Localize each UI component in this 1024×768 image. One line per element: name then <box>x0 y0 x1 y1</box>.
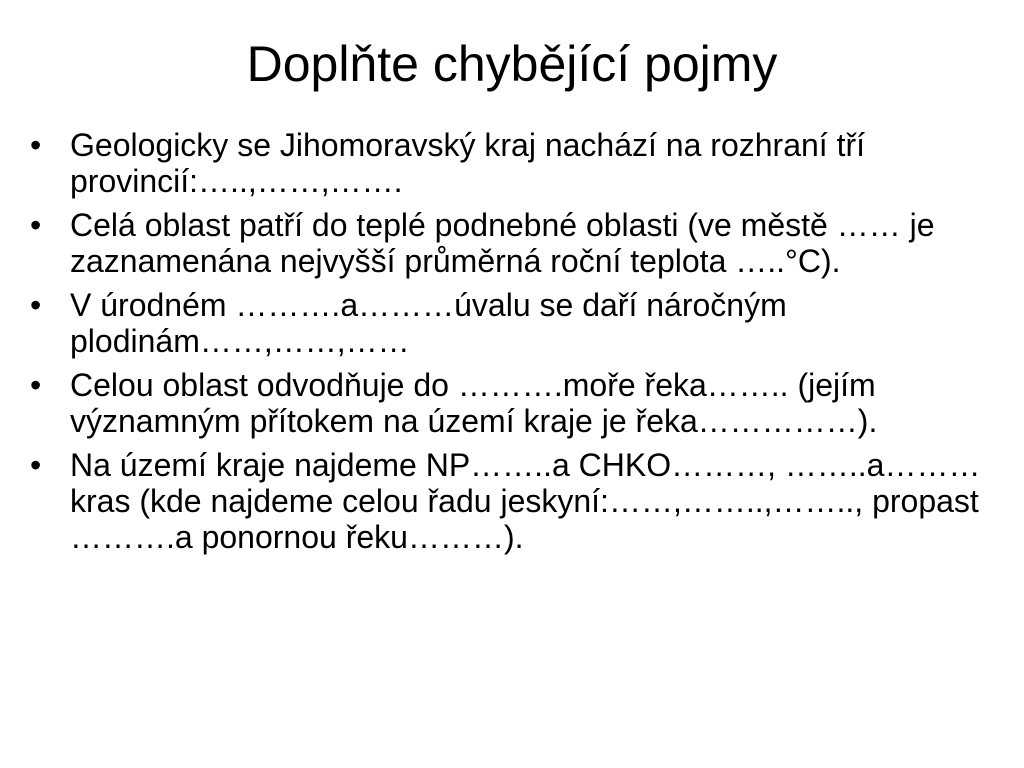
list-item <box>30 447 990 555</box>
list-item-text: Na území kraje najdeme NP……..a CHKO………, ……..a………kras (kde najdeme celou řadu jeskyní:……,……..,…….., propast ……….a ponornou řeku………). <box>70 447 981 555</box>
list-item <box>30 287 990 359</box>
slide-title: Doplňte chybějící pojmy <box>246 36 778 92</box>
list-item-text: Celou oblast odvodňuje do ……….moře řeka…….. (jejím významným přítokem na území kraje je řeka……………). <box>70 367 878 439</box>
bullet-icon: • <box>30 287 42 323</box>
list-item-text: Geologicky se Jihomoravský kraj nachází na rozhraní tří provincií:…..,……,……. <box>70 127 865 199</box>
bullet-icon: • <box>30 367 42 403</box>
list-item <box>30 367 990 439</box>
bullet-icon: • <box>30 207 42 243</box>
list-item-text: Celá oblast patří do teplé podnebné oblasti (ve městě …… je zaznamenána nejvyšší průměrná roční teplota …..°C). <box>70 207 935 279</box>
list-item-text: V úrodném ……….a………úvalu se daří náročným plodinám……,……,…… <box>70 287 787 359</box>
bullet-icon: • <box>30 447 42 483</box>
bullet-list <box>30 127 990 563</box>
bullet-icon: • <box>30 127 42 163</box>
list-item <box>30 207 990 279</box>
list-item <box>30 127 990 199</box>
